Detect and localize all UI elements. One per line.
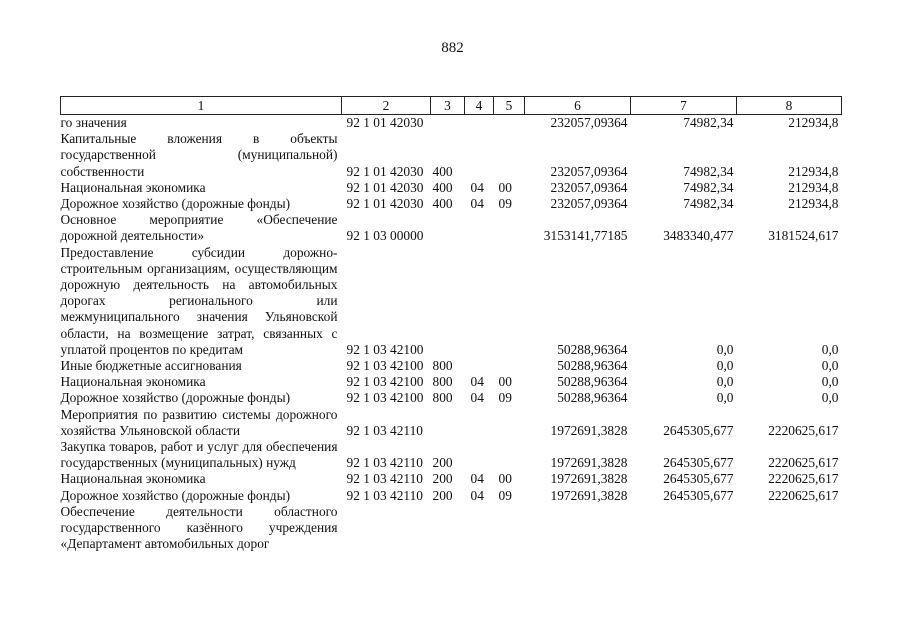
row-name: Предоставление субсидии дорожно-строительным организациям, осуществляющим дорожную деятельность на автомобильных дорогах регионального или межмуниципального значения Ульяновской области, на возмещение затрат, связанных с уплатой процентов по кредитам	[60, 244, 338, 357]
row-subsection: 09	[498, 390, 512, 406]
row-amount-col8: 2220625,617	[768, 455, 839, 471]
row-amount-col8: 212934,8	[788, 196, 839, 212]
row-expense-type: 400	[432, 163, 453, 179]
row-code: 92 1 03 42110	[346, 455, 423, 471]
row-amount-col8	[737, 504, 842, 553]
row-amount-col7: 74982,34	[683, 115, 734, 130]
row-amount-col6: 50288,96364	[557, 390, 628, 406]
row-section	[465, 245, 494, 358]
row-name: Основное мероприятие «Обеспечение дорожной деятельности»	[60, 212, 338, 244]
table-row	[61, 407, 842, 439]
row-expense-type	[431, 245, 465, 358]
row-section	[465, 504, 494, 553]
row-section	[465, 131, 494, 180]
row-name: Национальная экономика	[60, 374, 206, 390]
row-amount-col6	[525, 504, 631, 553]
row-code: 92 1 01 42030	[346, 179, 424, 195]
row-subsection	[494, 212, 525, 244]
row-amount-col7: 0,0	[716, 358, 734, 374]
row-amount-col8: 212934,8	[788, 163, 839, 179]
row-amount-col7: 0,0	[716, 341, 734, 357]
row-code: 92 1 03 42100	[346, 374, 424, 390]
row-subsection	[494, 131, 525, 180]
row-expense-type: 400	[432, 179, 453, 195]
row-amount-col6: 1972691,3828	[550, 471, 628, 487]
row-amount-col7: 0,0	[716, 374, 734, 390]
row-subsection	[494, 115, 525, 132]
row-code: 92 1 01 42030	[346, 196, 424, 212]
row-code: 92 1 01 42030	[346, 163, 424, 179]
row-name: Капитальные вложения в объекты государственной (муниципальной) собственности	[60, 131, 338, 179]
row-subsection	[494, 245, 525, 358]
table-row	[61, 245, 842, 358]
row-name: Национальная экономика	[60, 471, 206, 487]
header-col-2: 2	[342, 97, 431, 115]
row-amount-col8: 0,0	[821, 358, 839, 374]
table-header	[61, 97, 842, 115]
row-amount-col6: 232057,09364	[550, 179, 628, 195]
row-subsection	[494, 504, 525, 553]
row-subsection	[494, 358, 525, 374]
row-name: Дорожное хозяйство (дорожные фонды)	[60, 196, 291, 212]
row-section: 04	[470, 179, 484, 195]
header-col-1: 1	[61, 97, 342, 115]
row-name: Дорожное хозяйство (дорожные фонды)	[60, 390, 291, 406]
row-expense-type	[431, 407, 465, 439]
row-name: Иные бюджетные ассигнования	[60, 358, 242, 374]
row-name: Мероприятия по развитию системы дорожного хозяйства Ульяновской области	[60, 406, 338, 438]
row-amount-col8: 3181524,617	[768, 228, 839, 244]
column-number-row	[61, 97, 842, 115]
table-row	[61, 196, 842, 212]
row-amount-col7: 2645305,677	[663, 487, 734, 503]
row-amount-col6: 50288,96364	[557, 374, 628, 390]
budget-table	[60, 96, 842, 552]
row-amount-col6: 50288,96364	[557, 358, 628, 374]
row-amount-col7: 74982,34	[683, 179, 734, 195]
table-row	[61, 374, 842, 390]
row-amount-col6: 1972691,3828	[550, 422, 628, 438]
row-subsection	[494, 407, 525, 439]
row-amount-col6: 232057,09364	[550, 115, 628, 130]
row-subsection: 09	[498, 487, 512, 503]
table-row	[61, 180, 842, 196]
header-col-4: 4	[465, 97, 494, 115]
table-body	[61, 115, 842, 553]
row-section: 04	[470, 390, 484, 406]
row-amount-col8: 0,0	[821, 374, 839, 390]
header-col-5: 5	[494, 97, 525, 115]
row-expense-type: 200	[432, 455, 453, 471]
row-amount-col6: 3153141,77185	[543, 228, 628, 244]
row-name: Национальная экономика	[60, 179, 206, 195]
row-amount-col8: 0,0	[821, 390, 839, 406]
table-row	[61, 390, 842, 406]
row-amount-col7: 2645305,677	[663, 422, 734, 438]
header-col-7: 7	[631, 97, 737, 115]
row-amount-col7: 74982,34	[683, 163, 734, 179]
row-amount-col7: 2645305,677	[663, 455, 734, 471]
table-row	[61, 439, 842, 471]
table-row	[61, 471, 842, 487]
row-section	[465, 358, 494, 374]
row-section: 04	[470, 196, 484, 212]
row-subsection	[494, 439, 525, 471]
row-amount-col7: 2645305,677	[663, 471, 734, 487]
row-amount-col8: 2220625,617	[768, 471, 839, 487]
row-expense-type: 800	[432, 374, 453, 390]
row-expense-type: 200	[432, 471, 453, 487]
row-amount-col6: 50288,96364	[557, 341, 628, 357]
row-expense-type: 800	[432, 390, 453, 406]
table-row	[61, 115, 842, 132]
row-amount-col7	[631, 504, 737, 553]
row-code: 92 1 03 00000	[346, 228, 424, 244]
row-amount-col8: 2220625,617	[768, 422, 839, 438]
row-amount-col8: 212934,8	[788, 179, 839, 195]
row-amount-col8: 0,0	[821, 341, 839, 357]
row-name: го значения	[60, 115, 127, 130]
row-subsection: 00	[498, 179, 512, 195]
row-code: 92 1 03 42110	[346, 487, 423, 503]
row-code: 92 1 03 42110	[346, 422, 423, 438]
table-row	[61, 131, 842, 180]
header-col-6: 6	[525, 97, 631, 115]
row-section	[465, 439, 494, 471]
row-amount-col6: 232057,09364	[550, 196, 628, 212]
header-col-8: 8	[737, 97, 842, 115]
row-subsection: 09	[498, 196, 512, 212]
row-section: 04	[470, 487, 484, 503]
table-row	[61, 358, 842, 374]
row-expense-type: 400	[432, 196, 453, 212]
row-amount-col6: 1972691,3828	[550, 455, 628, 471]
row-section	[465, 407, 494, 439]
row-section: 04	[470, 471, 484, 487]
row-code: 92 1 03 42100	[346, 341, 424, 357]
row-name: Обеспечение деятельности областного государственного казённого учреждения «Департамент автомобильных дорог	[60, 503, 338, 552]
table-row	[61, 488, 842, 504]
row-amount-col7: 3483340,477	[663, 228, 734, 244]
row-code: 92 1 03 42100	[346, 358, 424, 374]
row-expense-type	[431, 115, 465, 132]
row-amount-col7: 0,0	[716, 390, 734, 406]
row-section: 04	[470, 374, 484, 390]
row-amount-col6: 232057,09364	[550, 163, 628, 179]
row-name: Закупка товаров, работ и услуг для обеспечения государственных (муниципальных) нужд	[60, 439, 338, 471]
table-row	[61, 504, 842, 553]
row-expense-type: 800	[432, 358, 453, 374]
row-section	[465, 115, 494, 132]
page-number: 882	[441, 40, 464, 56]
row-amount-col8: 2220625,617	[768, 487, 839, 503]
row-amount-col8: 212934,8	[788, 115, 839, 130]
row-subsection: 00	[498, 471, 512, 487]
row-amount-col7: 74982,34	[683, 196, 734, 212]
row-code	[342, 504, 431, 553]
row-code: 92 1 01 42030	[346, 115, 424, 130]
row-code: 92 1 03 42110	[346, 471, 423, 487]
row-code: 92 1 03 42100	[346, 390, 424, 406]
header-col-3: 3	[431, 97, 465, 115]
row-expense-type	[431, 212, 465, 244]
row-expense-type: 200	[432, 487, 453, 503]
table-row	[61, 212, 842, 244]
row-section	[465, 212, 494, 244]
row-name: Дорожное хозяйство (дорожные фонды)	[60, 487, 291, 503]
row-amount-col6: 1972691,3828	[550, 487, 628, 503]
row-subsection: 00	[498, 374, 512, 390]
row-expense-type	[431, 504, 465, 553]
